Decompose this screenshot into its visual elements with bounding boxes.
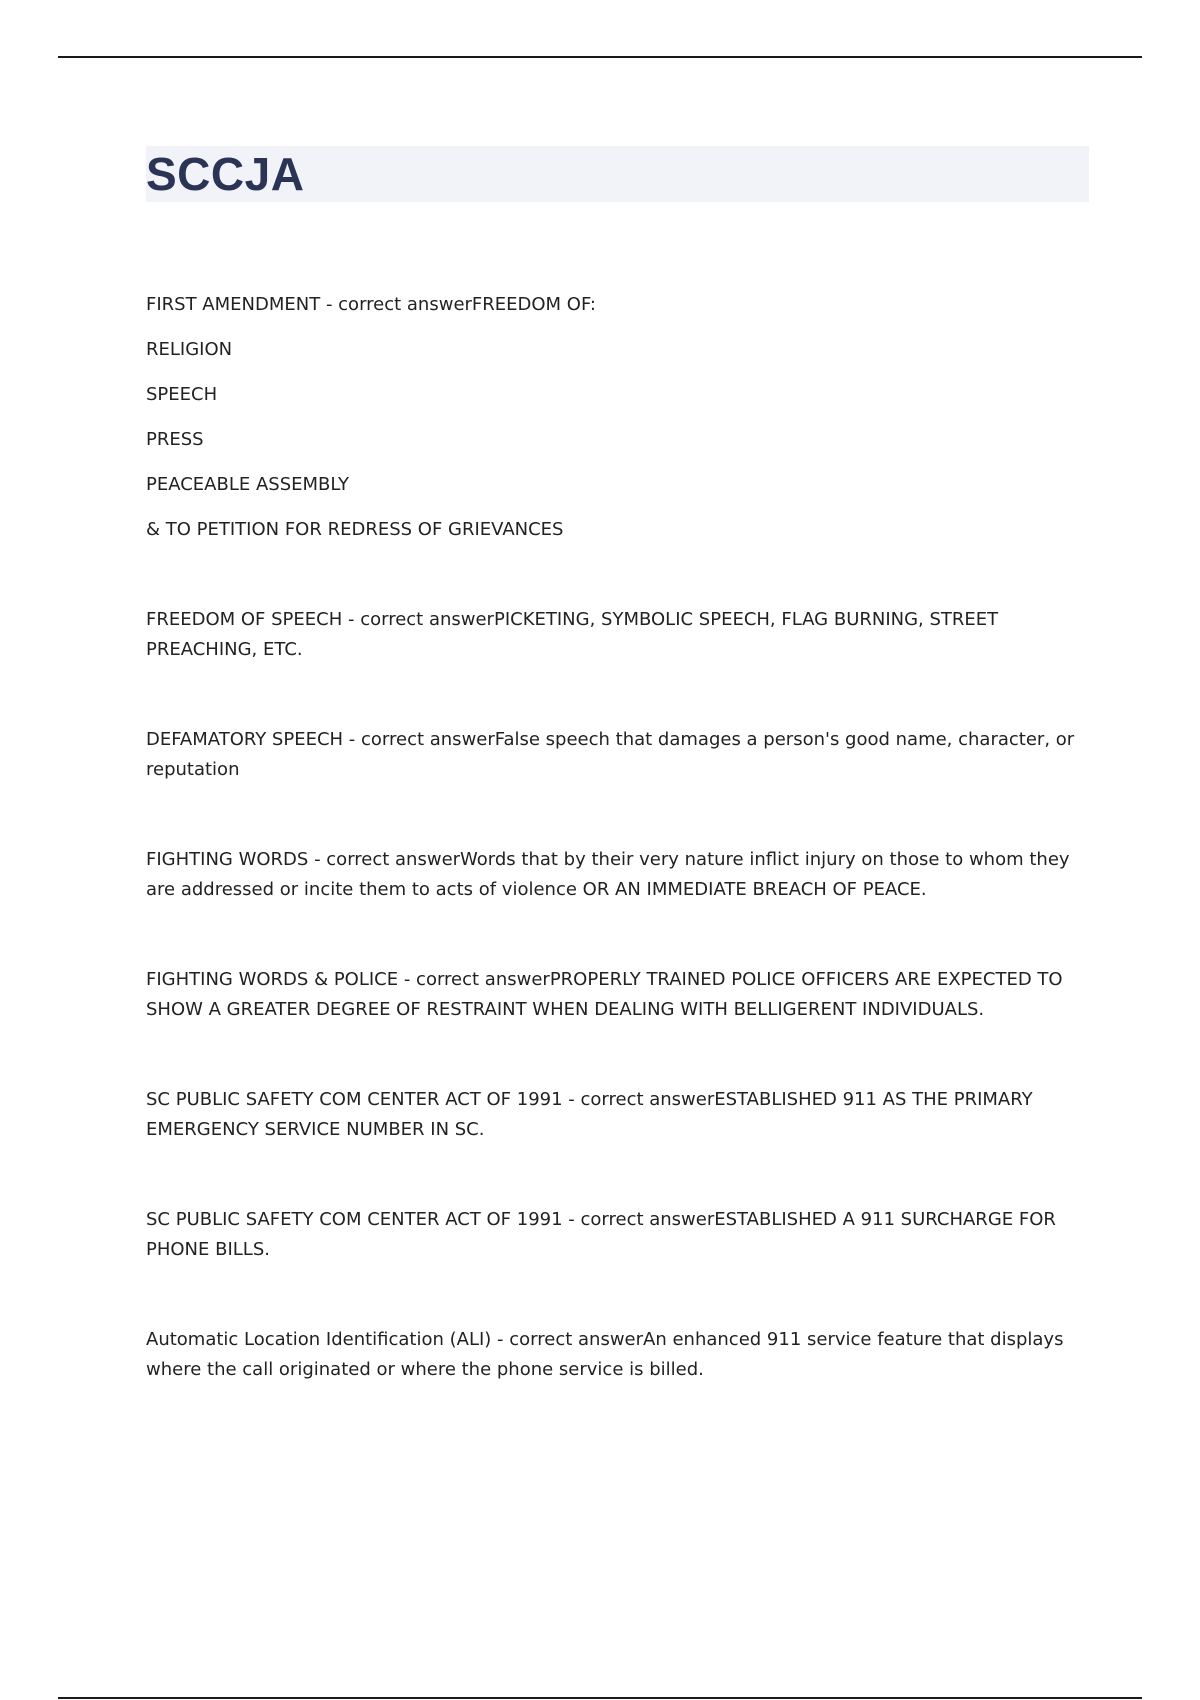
entry-line: PRESS: [146, 429, 204, 450]
entry-ali: [146, 1325, 1091, 1385]
entry-line: SPEECH: [146, 384, 218, 405]
entry-line: RELIGION: [146, 339, 233, 360]
entry-text: FREEDOM OF SPEECH - correct answerPICKETING, SYMBOLIC SPEECH, FLAG BURNING, STREET PREACHING, ETC.: [146, 609, 999, 660]
entry-text: FIGHTING WORDS & POLICE - correct answerPROPERLY TRAINED POLICE OFFICERS ARE EXPECTED TO SHOW A GREATER DEGREE OF RESTRAINT WHEN DEALING WITH BELLIGERENT INDIVIDUALS.: [146, 969, 1063, 1020]
entry-sc-com-center-act-primary: [146, 1085, 1091, 1145]
entry-text: SC PUBLIC SAFETY COM CENTER ACT OF 1991 - correct answerESTABLISHED A 911 SURCHARGE FOR PHONE BILLS.: [146, 1209, 1056, 1260]
document-body: [146, 290, 1091, 1385]
entry-text: DEFAMATORY SPEECH - correct answerFalse speech that damages a person's good name, character, or reputation: [146, 729, 1075, 780]
entry-text: Automatic Location Identification (ALI) - correct answerAn enhanced 911 service feature that displays where the call originated or where the phone service is billed.: [146, 1329, 1064, 1380]
entry-line: & TO PETITION FOR REDRESS OF GRIEVANCES: [146, 519, 564, 540]
entry-text: SC PUBLIC SAFETY COM CENTER ACT OF 1991 - correct answerESTABLISHED 911 AS THE PRIMARY EMERGENCY SERVICE NUMBER IN SC.: [146, 1089, 1033, 1140]
top-rule: [58, 56, 1142, 58]
entry-first-amendment: [146, 290, 1091, 545]
entry-line: FIRST AMENDMENT - correct answerFREEDOM OF:: [146, 294, 596, 315]
entry-defamatory-speech: [146, 725, 1091, 785]
entry-freedom-of-speech: [146, 605, 1091, 665]
entry-fighting-words: [146, 845, 1091, 905]
entry-text: FIGHTING WORDS - correct answerWords that by their very nature inflict injury on those to whom they are addressed or incite them to acts of violence OR AN IMMEDIATE BREACH OF PEACE.: [146, 849, 1070, 900]
page-title: SCCJA: [146, 148, 305, 200]
entry-sc-com-center-act-surcharge: [146, 1205, 1091, 1265]
bottom-rule: [58, 1697, 1142, 1699]
entry-line: PEACEABLE ASSEMBLY: [146, 474, 350, 495]
entry-fighting-words-police: [146, 965, 1091, 1025]
